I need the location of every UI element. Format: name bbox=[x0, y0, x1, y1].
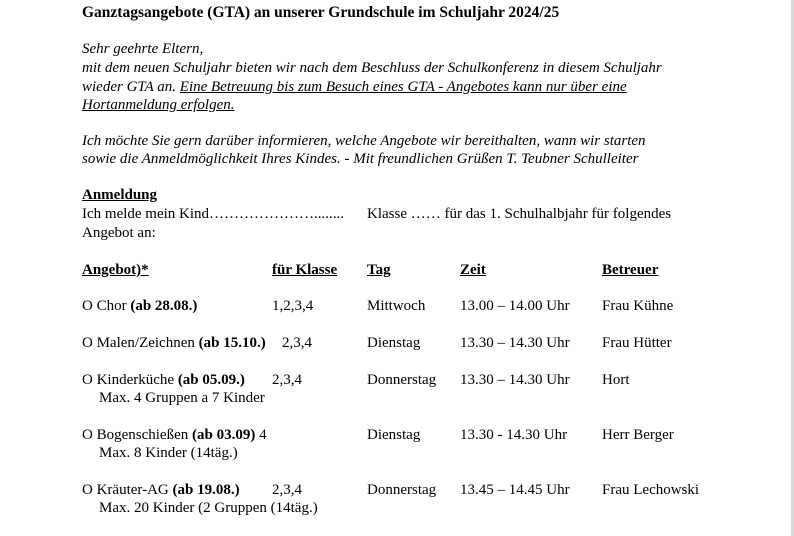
offer-note: Max. 20 Kinder (2 Gruppen (14täg.) bbox=[99, 500, 318, 516]
offer-grade: 2,3,4 bbox=[272, 372, 302, 388]
offer-start: (ab 05.09.) bbox=[177, 372, 245, 388]
offer-time: 13.45 – 14.45 Uhr bbox=[460, 482, 570, 498]
offer-name: O Malen/Zeichnen bbox=[82, 335, 199, 351]
table-row bbox=[82, 298, 197, 315]
offer-note: Max. 4 Gruppen a 7 Kinder bbox=[99, 390, 265, 406]
offer-supervisor: Frau Lechowski bbox=[602, 482, 700, 498]
letter-line-2: mit dem neuen Schuljahr bieten wir nach dem Beschluss der Schulkonferenz in diesem Schuljahr bbox=[82, 60, 662, 76]
offer-note: Max. 8 Kinder (14täg.) bbox=[99, 445, 238, 461]
offer-time: 13.30 – 14.30 Uhr bbox=[460, 372, 570, 388]
table-row bbox=[82, 335, 266, 352]
offer-supervisor: Frau Hütter bbox=[602, 335, 672, 351]
offer-grade: 1,2,3,4 bbox=[272, 298, 314, 314]
table-row bbox=[82, 482, 240, 499]
header-day: Tag bbox=[367, 262, 391, 278]
offer-start: (ab 03.09) bbox=[191, 427, 256, 443]
table-row bbox=[82, 427, 267, 444]
offer-supervisor: Herr Berger bbox=[602, 427, 674, 443]
offer-name: O Bogenschießen bbox=[82, 427, 192, 443]
offer-start: (ab 28.08.) bbox=[130, 298, 198, 314]
registration-line-1a: Ich melde mein Kind…………………........ bbox=[82, 206, 345, 222]
table-row bbox=[82, 372, 245, 389]
registration-line-1b: Klasse …… für das 1. Schulhalbjahr für folgendes bbox=[367, 206, 672, 222]
offer-day: Dienstag bbox=[367, 427, 421, 443]
offer-day: Donnerstag bbox=[367, 482, 437, 498]
offer-grade: 2,3,4 bbox=[282, 335, 312, 351]
letter-para2-line-2: sowie die Anmeldmöglichkeit Ihres Kindes. - Mit freundlichen Grüßen T. Teubner Schulleiter bbox=[82, 151, 639, 167]
header-time: Zeit bbox=[460, 262, 486, 278]
offer-time: 13.30 – 14.30 Uhr bbox=[460, 335, 570, 351]
offer-supervisor: Frau Kühne bbox=[602, 298, 674, 314]
letter-line-3 bbox=[82, 79, 627, 96]
offer-time: 13.30 - 14.30 Uhr bbox=[460, 427, 568, 443]
offer-grade: 4 bbox=[259, 427, 267, 443]
offer-start: (ab 15.10.) bbox=[198, 335, 266, 351]
offer-name: O Kinderküche bbox=[82, 372, 178, 388]
offer-day: Mittwoch bbox=[367, 298, 426, 314]
letter-para2-line-1: Ich möchte Sie gern darüber informieren, welche Angebote wir bereithalten, wann wir starten bbox=[82, 133, 646, 149]
header-offer: Angebot)* bbox=[82, 262, 149, 278]
document-title: Ganztagsangebote (GTA) an unserer Grundschule im Schuljahr 2024/25 bbox=[82, 4, 560, 21]
offer-start: (ab 19.08.) bbox=[172, 482, 240, 498]
registration-line-2: Angebot an: bbox=[82, 225, 156, 241]
offer-name: O Chor bbox=[82, 298, 131, 314]
offer-day: Dienstag bbox=[367, 335, 421, 351]
header-grade: für Klasse bbox=[272, 262, 338, 278]
offer-supervisor: Hort bbox=[602, 372, 630, 388]
offer-name: O Kräuter-AG bbox=[82, 482, 173, 498]
offer-day: Donnerstag bbox=[367, 372, 437, 388]
offer-grade: 2,3,4 bbox=[272, 482, 302, 498]
letter-line-4: Hortanmeldung erfolgen. bbox=[82, 97, 235, 113]
letter-line-3-prefix: wieder GTA an. bbox=[82, 79, 180, 95]
letter-line-3-underlined: Eine Betreuung bis zum Besuch eines GTA - Angebotes kann nur über eine bbox=[179, 79, 627, 95]
registration-heading: Anmeldung bbox=[82, 187, 158, 203]
offer-time: 13.00 – 14.00 Uhr bbox=[460, 298, 570, 314]
header-supervisor: Betreuer bbox=[602, 262, 659, 278]
greeting: Sehr geehrte Eltern, bbox=[82, 41, 204, 57]
